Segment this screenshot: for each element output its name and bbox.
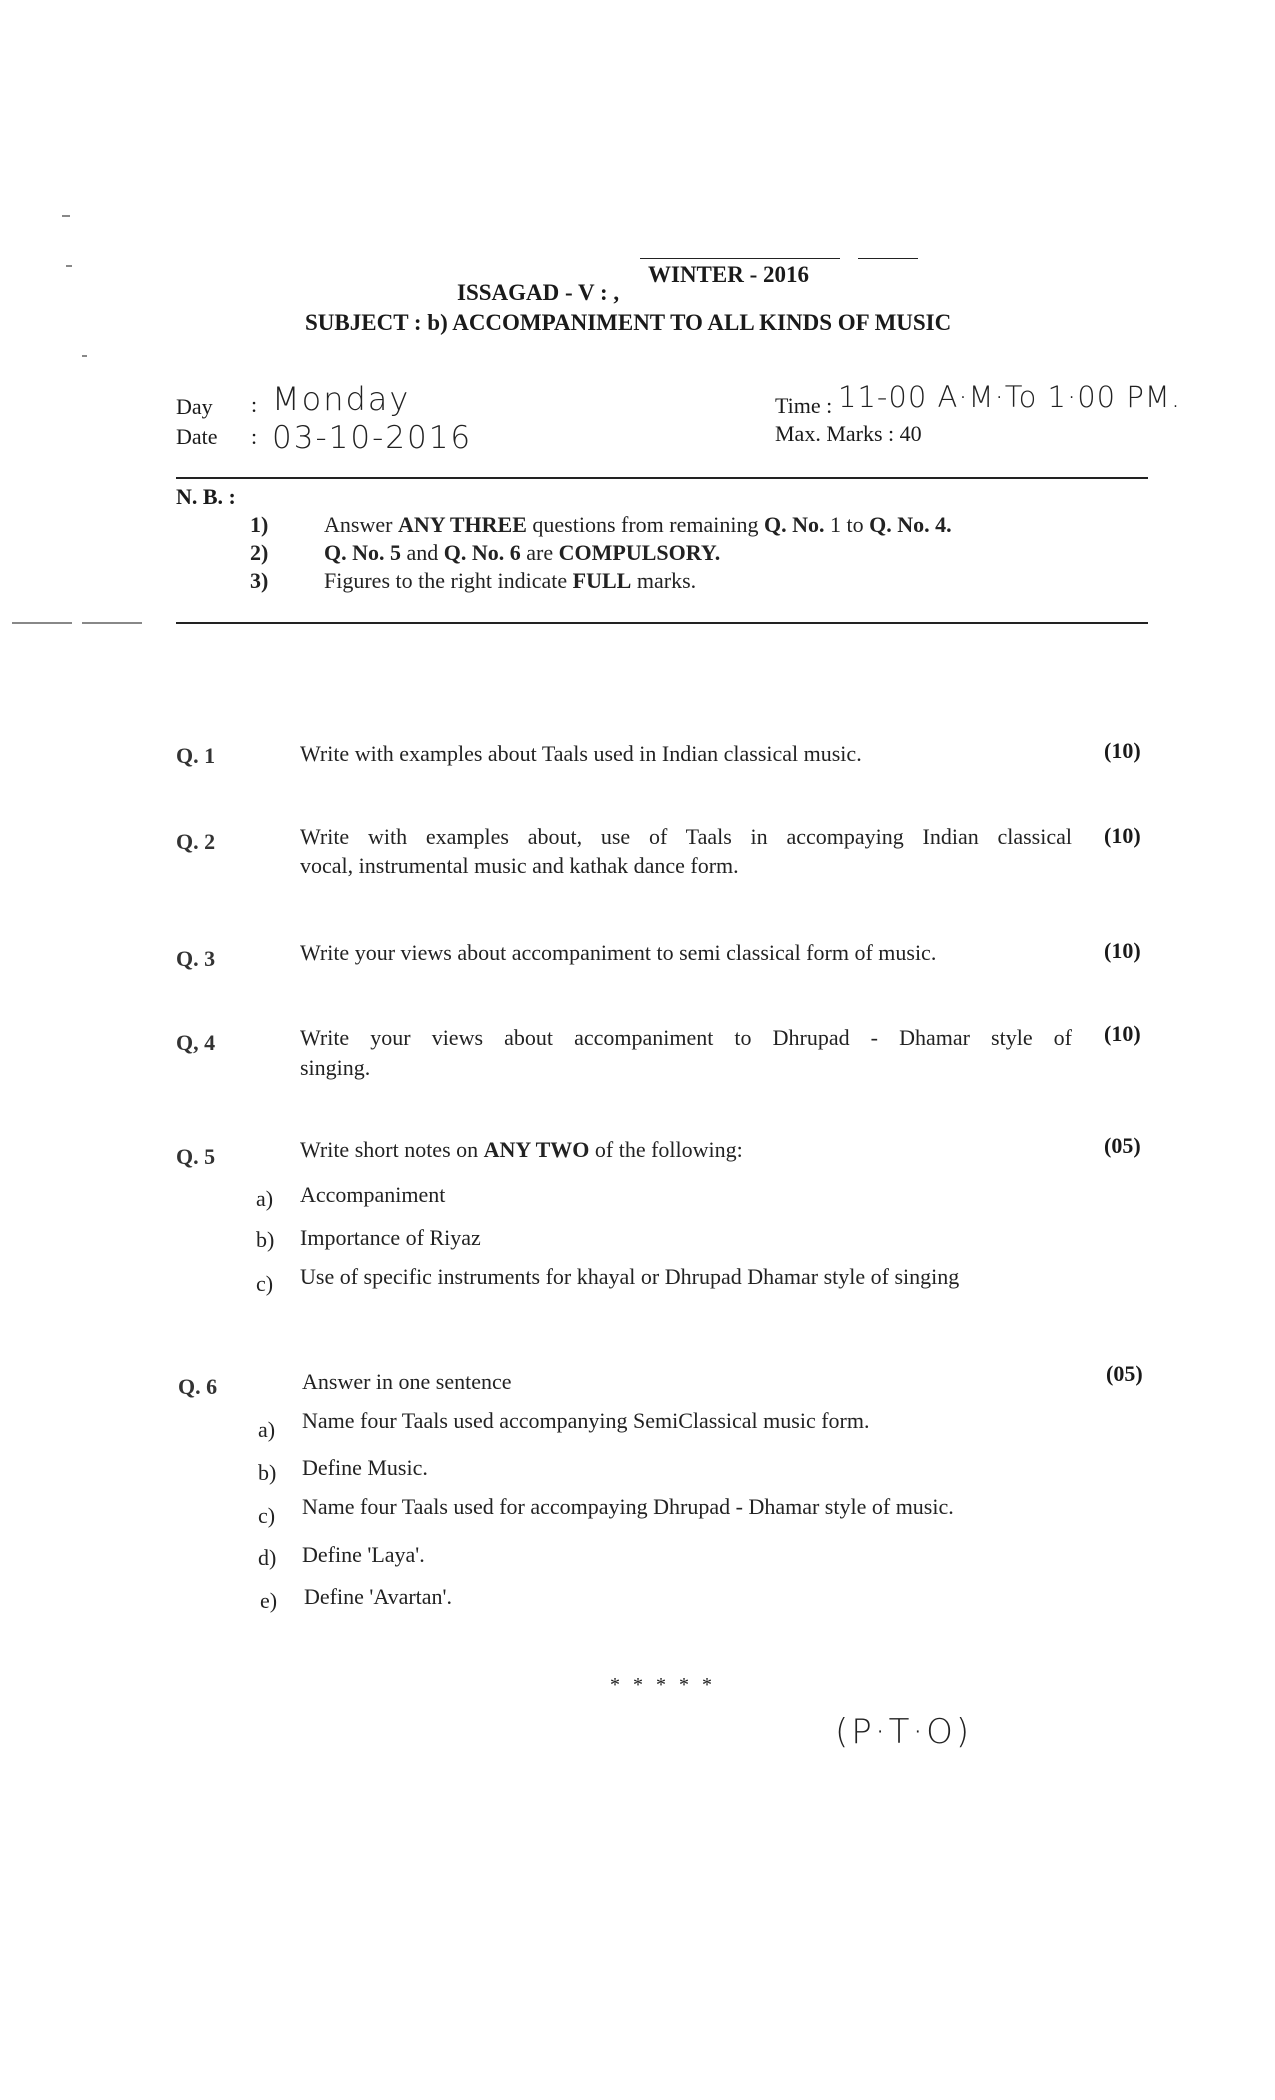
scan-mark [82,355,87,357]
nb-item-text: Figures to the right indicate FULL marks. [324,568,697,593]
day-value: Monday [272,380,411,418]
question-text: Write with examples about Taals used in Indian classical music. [300,741,862,766]
max-marks: Max. Marks : 40 [775,421,922,446]
sub-question-label: a) [258,1417,276,1442]
header-rule [640,258,840,259]
question-marks: (10) [1104,1021,1141,1046]
nb-label: N. B. : [176,484,236,509]
question-marks: (10) [1104,738,1141,763]
sub-question-text: Define Music. [302,1455,428,1480]
scan-mark [12,622,72,624]
time-label: Time : [775,393,833,418]
sub-question-text: Use of specific instruments for khayal or Dhrupad Dhamar style of singing [300,1264,960,1289]
sub-question-label: e) [260,1588,278,1613]
nb-item-text: Q. No. 5 and Q. No. 6 are COMPULSORY. [324,540,721,565]
exam-title: ISSAGAD - V : , [457,280,620,305]
sub-question-label: c) [256,1271,274,1296]
question-number: Q. 3 [176,946,216,971]
time-value: 11-00 A·M·To 1·00 PM. [838,380,1182,414]
question-number: Q. 2 [176,829,216,854]
question-number: Q. 5 [176,1144,216,1169]
question-marks: (10) [1104,938,1141,963]
question-marks: (10) [1104,823,1141,848]
scan-mark [66,265,72,267]
sub-question-text: Importance of Riyaz [300,1225,481,1250]
question-text: singing. [300,1055,371,1080]
question-text: vocal, instrumental music and kathak dance form. [300,853,739,878]
day-colon: : [251,392,258,417]
subject-title: SUBJECT : b) ACCOMPANIMENT TO ALL KINDS OF MUSIC [305,310,952,335]
question-text: Write short notes on ANY TWO of the following: [300,1137,743,1162]
sub-question-label: a) [256,1186,274,1211]
day-label: Day [176,394,213,419]
divider [176,477,1148,479]
divider [176,622,1148,624]
end-stars: * * * * * [610,1674,716,1696]
question-text: Write your views about accompaniment to Dhrupad - Dhamar style of [300,1025,1072,1050]
question-marks: (05) [1106,1361,1143,1386]
sub-question-label: b) [256,1227,275,1252]
nb-item-number: 1) [250,512,269,537]
scan-mark [62,215,70,217]
question-text: Write your views about accompaniment to semi classical form of music. [300,940,937,965]
sub-question-text: Name four Taals used accompanying SemiClassical music form. [302,1408,870,1433]
question-text: Write with examples about, use of Taals in accompaying Indian classical [300,824,1072,849]
question-number: Q. 1 [176,743,216,768]
sub-question-text: Define 'Avartan'. [304,1584,453,1609]
exam-season: WINTER - 2016 [648,262,810,287]
sub-question-text: Name four Taals used for accompaying Dhrupad - Dhamar style of music. [302,1494,954,1519]
pto-note: (P·T·O) [835,1712,973,1752]
sub-question-text: Accompaniment [300,1182,446,1207]
sub-question-text: Define 'Laya'. [302,1542,425,1567]
nb-item-text: Answer ANY THREE questions from remaining Q. No. 1 to Q. No. 4. [324,512,952,537]
nb-item-number: 3) [250,568,269,593]
sub-question-label: c) [258,1503,276,1528]
date-label: Date [176,424,218,449]
question-number: Q. 6 [178,1374,218,1399]
question-marks: (05) [1104,1133,1141,1158]
question-text: Answer in one sentence [302,1369,512,1394]
date-value: 03-10-2016 [272,420,473,456]
date-colon: : [251,424,258,449]
scan-mark [82,622,142,624]
header-rule [858,258,918,259]
sub-question-label: d) [258,1545,277,1570]
sub-question-label: b) [258,1460,277,1485]
question-number: Q, 4 [176,1030,216,1055]
nb-item-number: 2) [250,540,269,565]
